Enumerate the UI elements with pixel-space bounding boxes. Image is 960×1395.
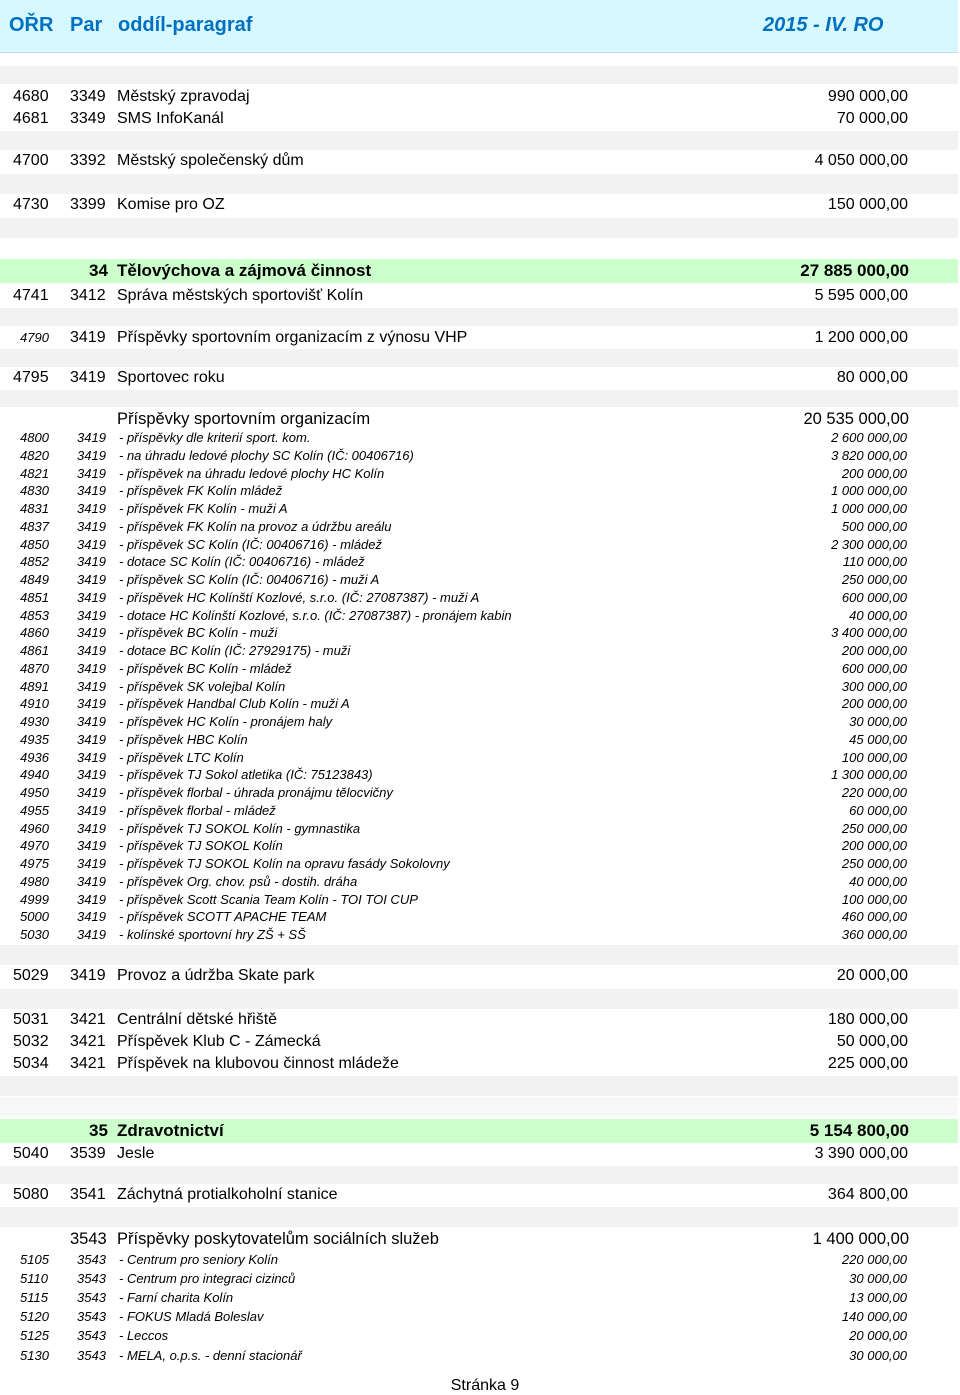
row-par: 3419 [77,430,106,445]
row-gap [0,1166,958,1184]
row-orr: 4960 [20,820,49,836]
row-orr: 4940 [20,767,49,783]
row-amount: 2 600 000,00 [831,430,907,445]
row-orr: 5032 [13,1033,49,1050]
row-orr: 5029 [13,967,49,984]
row-gap [0,1097,958,1116]
row-title: Městský společenský dům [117,152,304,169]
table-row [0,194,958,216]
row-orr: 4837 [20,518,49,534]
row-gap [0,390,958,407]
row-par: 3543 [77,1347,106,1363]
row-amount: 1 200 000,00 [814,329,908,346]
row-orr: 4860 [20,625,49,641]
table-row [0,1184,958,1206]
row-par: 3349 [70,88,106,105]
row-amount: 250 000,00 [841,572,907,587]
row-amount: 3 400 000,00 [831,625,907,641]
row-amount: 364 800,00 [827,1186,908,1203]
row-par: 3419 [70,967,106,984]
row-par: 3421 [70,1011,106,1028]
row-title: - příspěvek Scott Scania Team Kolín - TOI TOI CUP [119,891,418,907]
table-row [0,766,958,784]
table-row [0,891,958,909]
section-title: Tělovýchova a zájmová činnost [117,261,372,280]
table-row [0,624,958,642]
row-amount: 50 000,00 [836,1033,908,1050]
row-par: 3419 [77,572,106,587]
row-orr: 4849 [20,572,49,587]
table-row [0,784,958,802]
row-par: 3419 [77,483,106,499]
table-row [0,749,958,767]
row-orr: 4700 [13,152,49,169]
row-title: - Centrum pro seniory Kolín [119,1252,278,1267]
table-row [0,86,958,108]
row-orr: 4680 [13,88,49,105]
table-row [0,926,958,944]
page-footer [0,1377,960,1395]
row-orr: 5105 [20,1252,49,1267]
row-par: 3419 [77,518,106,534]
row-gap [0,1207,958,1227]
table-row [0,660,958,678]
row-gap [0,1076,958,1096]
row-title: - příspěvek FK Kolín na provoz a údržbu areálu [119,518,392,534]
row-par: 3419 [77,643,106,658]
table-row [0,1347,958,1365]
column-header-par: Par [70,14,103,36]
row-title: - příspěvek TJ Sokol atletika (IČ: 75123843) [119,767,373,783]
row-orr: 4730 [13,196,49,213]
row-par: 3349 [70,110,106,127]
row-orr: 4852 [20,554,49,570]
table-row [0,553,958,571]
row-amount: 3 390 000,00 [814,1145,908,1162]
row-par: 3539 [70,1145,106,1162]
row-title: - příspěvek HC Kolín - pronájem haly [119,714,333,729]
row-title: Záchytná protialkoholní stanice [117,1186,338,1203]
row-amount: 300 000,00 [841,678,907,694]
table-row [0,571,958,589]
row-amount: 250 000,00 [841,856,907,871]
row-amount: 990 000,00 [827,88,908,105]
row-par: 3419 [77,714,106,729]
table-row [0,1031,958,1053]
row-amount: 150 000,00 [827,196,908,213]
table-row [0,1270,958,1288]
subgroup-code: 3543 [70,1230,107,1248]
table-row [0,1327,958,1345]
table-row [0,482,958,500]
table-row [0,150,958,172]
row-title: - příspěvek florbal - mládež [119,802,276,818]
row-par: 3412 [70,287,106,304]
row-orr: 5034 [13,1055,49,1072]
table-row [0,367,958,389]
row-orr: 4950 [20,785,49,800]
row-gap [0,308,958,326]
row-gap [0,989,958,1009]
row-amount: 70 000,00 [836,110,908,127]
row-title: - Farní charita Kolín [119,1290,234,1306]
row-orr: 4935 [20,731,49,747]
column-header-oddil-paragraf: oddíl-paragraf [118,14,253,36]
row-title: - FOKUS Mladá Boleslav [119,1309,264,1325]
row-title: - příspěvek SK volejbal Kolín [119,678,286,694]
table-row [0,536,958,554]
row-title: - příspěvek SC Kolín (IČ: 00406716) - muži A [119,572,380,587]
row-orr: 4830 [20,483,49,499]
row-amount: 20 000,00 [849,1328,907,1344]
row-amount: 220 000,00 [841,785,907,800]
row-title: - dotace BC Kolín (IČ: 27929175) - muži [119,643,351,658]
row-par: 3419 [77,891,106,907]
row-amount: 360 000,00 [841,927,907,942]
table-row [0,873,958,891]
table-row [0,908,958,926]
row-par: 3399 [70,196,106,213]
row-gap [0,218,958,238]
table-row [0,855,958,873]
row-orr: 5125 [20,1328,49,1344]
row-par: 3419 [77,767,106,783]
row-amount: 4 050 000,00 [814,152,908,169]
row-amount: 200 000,00 [841,838,907,854]
row-orr: 4741 [13,287,49,304]
row-orr: 4870 [20,660,49,676]
row-title: - na úhradu ledové plochy SC Kolín (IČ: 00406716) [119,447,414,463]
row-title: - příspěvek Org. chov. psů - dostih. dráha [119,873,358,889]
row-title: - kolínské sportovní hry ZŠ + SŠ [119,927,306,942]
row-orr: 4999 [20,891,49,907]
subgroup-amount: 1 400 000,00 [812,1230,909,1248]
table-row [0,713,958,731]
row-amount: 1 000 000,00 [831,501,907,516]
row-title: - příspěvek BC Kolín - mládež [119,660,292,676]
row-amount: 45 000,00 [849,731,907,747]
row-title: - příspěvek TJ SOKOL Kolín - gymnastika [119,820,361,836]
row-par: 3419 [77,536,106,552]
row-amount: 140 000,00 [841,1309,907,1325]
section-code: 34 [89,261,108,280]
row-par: 3419 [77,927,106,942]
row-par: 3419 [77,696,106,712]
row-gap [0,349,958,367]
row-gap [0,131,958,150]
row-amount: 3 820 000,00 [831,447,907,463]
row-orr: 5110 [20,1271,48,1287]
table-row [0,108,958,130]
row-title: - příspěvek HC Kolínští Kozlové, s.r.o. (IČ: 27087387) - muži A [119,589,480,605]
row-gap [0,66,958,84]
row-par: 3419 [70,329,106,346]
row-par: 3421 [70,1033,106,1050]
row-par: 3419 [77,607,106,623]
table-row [0,1009,958,1031]
row-amount: 600 000,00 [841,589,907,605]
row-par: 3419 [77,589,106,605]
row-title: - Centrum pro integraci cizinců [119,1271,296,1287]
table-row [0,695,958,713]
row-orr: 4975 [20,856,49,871]
row-par: 3419 [77,838,106,854]
subgroup-heading-row [0,408,958,430]
row-orr: 4800 [20,430,49,445]
table-row [0,965,958,987]
row-amount: 460 000,00 [841,909,907,925]
row-gap [0,945,958,965]
table-row [0,802,958,820]
row-par: 3541 [70,1186,106,1203]
row-title: Jesle [117,1145,155,1162]
table-row [0,465,958,483]
section-amount: 5 154 800,00 [809,1121,909,1140]
row-orr: 4853 [20,607,49,623]
row-par: 3421 [70,1055,106,1072]
row-orr: 5130 [20,1347,49,1363]
row-title: - příspěvek FK Kolín mládež [119,483,283,499]
table-row [0,820,958,838]
table-row [0,500,958,518]
row-orr: 4681 [13,110,49,127]
table-row [0,1251,958,1269]
subgroup-title: Příspěvky sportovním organizacím [117,410,371,428]
row-orr: 4851 [20,589,49,605]
table-row [0,607,958,625]
row-orr: 4861 [20,643,49,658]
row-title: - příspěvek BC Kolín - muži [119,625,278,641]
row-orr: 4930 [20,714,49,729]
section-heading-row [0,259,958,283]
row-amount: 5 595 000,00 [814,287,908,304]
row-amount: 100 000,00 [841,749,907,765]
section-heading-row [0,1119,958,1143]
table-row [0,1053,958,1075]
row-par: 3419 [77,465,106,481]
row-title: Příspěvek na klubovou činnost mládeže [117,1055,399,1072]
row-orr: 4821 [20,465,49,481]
row-title: Příspěvek Klub C - Zámecká [117,1033,321,1050]
row-title: - příspěvek TJ SOKOL Kolín [119,838,283,854]
row-orr: 4795 [13,369,49,386]
row-amount: 30 000,00 [849,1271,907,1287]
row-amount: 200 000,00 [841,465,907,481]
row-title: - příspěvek SC Kolín (IČ: 00406716) - mládež [119,536,383,552]
row-amount: 600 000,00 [841,660,907,676]
row-orr: 4850 [20,536,49,552]
row-orr: 4910 [20,696,49,712]
row-par: 3419 [77,625,106,641]
row-amount: 500 000,00 [841,518,907,534]
row-amount: 200 000,00 [841,643,907,658]
row-amount: 100 000,00 [841,891,907,907]
row-orr: 5080 [13,1186,49,1203]
row-title: Městský zpravodaj [117,88,250,105]
row-orr: 5120 [20,1309,49,1325]
table-row [0,837,958,855]
table-row [0,731,958,749]
table-row [0,678,958,696]
row-orr: 4955 [20,802,49,818]
table-row [0,1308,958,1326]
row-par: 3419 [77,820,106,836]
row-orr: 5030 [20,927,49,942]
row-amount: 80 000,00 [836,369,908,386]
table-row [0,1143,958,1165]
row-par: 3419 [77,447,106,463]
row-par: 3543 [77,1309,106,1325]
row-par: 3543 [77,1328,106,1344]
row-amount: 40 000,00 [849,607,907,623]
row-amount: 220 000,00 [841,1252,907,1267]
row-par: 3419 [77,554,106,570]
row-orr: 5000 [20,909,49,925]
row-title: - dotace HC Kolínští Kozlové, s.r.o. (IČ: 27087387) - pronájem kabin [119,607,512,623]
table-row [0,285,958,307]
row-orr: 4980 [20,873,49,889]
row-amount: 250 000,00 [841,820,907,836]
row-title: - příspěvek Handbal Club Kolín - muži A [119,696,350,712]
row-amount: 1 000 000,00 [831,483,907,499]
page-number: Stránka 9 [450,1377,520,1394]
row-title: Centrální dětské hřiště [117,1011,278,1028]
row-title: - příspěvky dle kriterií sport. kom. [119,430,311,445]
section-title: Zdravotnictví [117,1121,224,1140]
row-par: 3419 [77,749,106,765]
row-title: Správa městských sportovišť Kolín [117,287,364,304]
row-par: 3419 [77,856,106,871]
row-title: - příspěvek TJ SOKOL Kolín na opravu fasády Sokolovny [119,856,450,871]
budget-period: 2015 - IV. RO [763,14,884,36]
row-title: - příspěvek LTC Kolín [119,749,244,765]
row-title: - příspěvek na úhradu ledové plochy HC Kolín [119,465,385,481]
row-title: - dotace SC Kolín (IČ: 00406716) - mládež [119,554,365,570]
row-par: 3419 [77,909,106,925]
row-amount: 60 000,00 [849,802,907,818]
row-par: 3419 [77,660,106,676]
table-row [0,518,958,536]
row-par: 3419 [77,873,106,889]
row-orr: 4820 [20,447,49,463]
row-orr: 5031 [13,1011,49,1028]
row-gap [0,174,958,194]
row-orr: 4891 [20,678,49,694]
row-par: 3543 [77,1252,106,1267]
row-title: - příspěvek HBC Kolín [119,731,248,747]
row-par: 3419 [77,785,106,800]
row-title: Sportovec roku [117,369,225,386]
subgroup-title: Příspěvky poskytovatelům sociálních služeb [117,1230,439,1248]
table-row [0,429,958,447]
row-amount: 30 000,00 [849,1347,907,1363]
row-title: - Leccos [119,1328,169,1344]
row-orr: 4970 [20,838,49,854]
row-title: - příspěvek SCOTT APACHE TEAM [119,909,327,925]
table-row [0,327,958,349]
row-amount: 13 000,00 [849,1290,907,1306]
row-title: SMS InfoKanál [117,110,224,127]
row-orr: 5040 [13,1145,49,1162]
row-amount: 225 000,00 [827,1055,908,1072]
row-amount: 30 000,00 [849,714,907,729]
row-title: - MELA, o.p.s. - denní stacionář [119,1347,302,1363]
row-amount: 110 000,00 [842,554,907,570]
row-par: 3419 [70,369,106,386]
row-amount: 180 000,00 [827,1011,908,1028]
table-row [0,447,958,465]
table-row [0,589,958,607]
row-title: - příspěvek florbal - úhrada pronájmu tělocvičny [119,785,393,800]
subgroup-heading-row [0,1228,958,1250]
row-amount: 1 300 000,00 [831,767,907,783]
row-par: 3419 [77,731,106,747]
row-amount: 40 000,00 [849,873,907,889]
row-orr: 4936 [20,749,49,765]
table-row [0,1289,958,1307]
row-par: 3419 [77,501,106,516]
row-title: Provoz a údržba Skate park [117,967,315,984]
table-row [0,642,958,660]
row-amount: 2 300 000,00 [831,536,907,552]
row-par: 3543 [77,1271,106,1287]
row-amount: 200 000,00 [841,696,907,712]
column-header-orr: OŘR [9,14,54,36]
row-title: - příspěvek FK Kolín - muži A [119,501,288,516]
row-orr: 4831 [20,501,49,516]
section-amount: 27 885 000,00 [800,261,909,280]
row-par: 3392 [70,152,106,169]
row-orr: 5115 [20,1290,48,1306]
row-par: 3419 [77,678,106,694]
section-code: 35 [89,1121,108,1140]
row-par: 3419 [77,802,106,818]
subgroup-amount: 20 535 000,00 [803,410,909,428]
row-title: Komise pro OZ [117,196,225,213]
row-title: Příspěvky sportovním organizacím z výnosu VHP [117,329,468,346]
row-par: 3543 [77,1290,106,1306]
row-amount: 20 000,00 [836,967,908,984]
row-orr: 4790 [20,330,49,345]
